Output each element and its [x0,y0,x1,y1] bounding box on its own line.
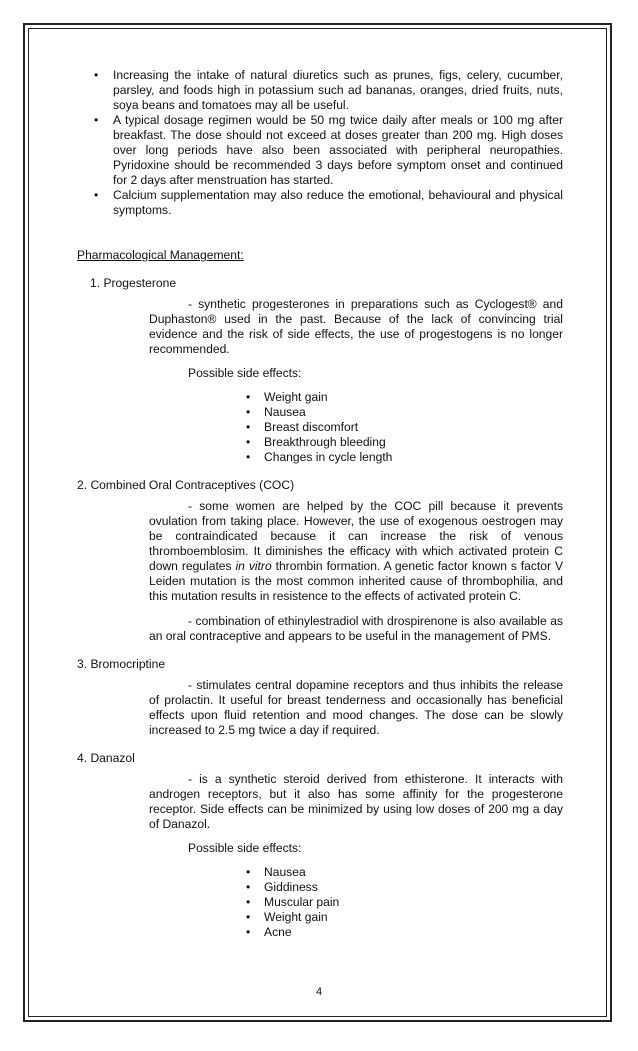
danazol-side-effects-list [77,865,563,940]
list-item: • Giddiness [77,880,563,895]
progesterone-block [77,297,563,357]
coc-description [149,499,563,604]
list-item: • Breast discomfort [77,420,563,435]
list-item: • Nausea [77,405,563,420]
coc-text-italic: in vitro [235,559,272,573]
side-effects-label: Possible side effects: [188,366,302,380]
progesterone-side-effects-list [77,390,563,465]
list-item: • Breakthrough bleeding [77,435,563,450]
section-heading: Pharmacological Management: [77,248,244,262]
subsection-title-danazol: 4. Danazol [77,751,135,765]
list-item: • Weight gain [77,910,563,925]
progesterone-description: - synthetic progesterones in preparations such as Cyclogest® and Duphaston® used in the past. Because of the lack of convincing trial evidence and the risk of side effects, the use of progestogens is no longer recommended. [149,297,563,356]
coc-text-b: thrombin formation. A genetic factor known s factor V Leiden mutation is the most common inherited cause of thrombophilia, and this mutation results in resistence to the effects of activated protein C. [149,559,564,603]
list-item: • Increasing the intake of natural diuretics such as prunes, figs, celery, cucumber, parsley, and foods high in potassium such ad bananas, oranges, dried fruits, nuts, soya beans and tomatoes may all be useful. [77,68,563,113]
danazol-description: - is a synthetic steroid derived from ethisterone. It interacts with androgen receptors, but it also has some affinity for the progesterone receptor. Side effects can be minimized by using low doses of 200 mg a day of Danazol. [149,772,563,831]
coc-text-a: - some women are helped by the COC pill because it prevents ovulation from taking place. However, the use of exogenous oestrogen may be contraindicated because it can increase the risk of venous thromboemblosim. It diminishes the efficacy with which activated protein C down regulates [149,499,563,573]
subsection-title-coc: 2. Combined Oral Contraceptives (COC) [77,478,295,492]
list-item: • Calcium supplementation may also reduce the emotional, behavioural and physical symptoms. [77,188,563,218]
coc-description-2: - combination of ethinylestradiol with drospirenone is also available as an oral contraceptive and appears to be useful in the management of PMS. [149,614,563,643]
intro-bullet-list [77,68,563,218]
list-item: • Changes in cycle length [77,450,563,465]
list-item: • A typical dosage regimen would be 50 mg twice daily after meals or 100 mg after breakfast. The dose should not exceed at doses greater than 200 mg. High doses over long periods have also been associated with peripheral neuropathies. Pyridoxine should be recommended 3 days before symptom onset and continued for 2 days after menstruation has started. [77,113,563,188]
document-body [77,68,563,940]
list-item: • Muscular pain [77,895,563,910]
subsection-title-bromocriptine: 3. Bromocriptine [77,657,166,671]
danazol-block [77,772,563,832]
bromocriptine-description: - stimulates central dopamine receptors and thus inhibits the release of prolactin. It useful for breast tenderness and occasionally has beneficial effects upon fluid retention and mood changes. The dose can be slowly increased to 2.5 mg twice a day if required. [149,678,563,737]
bromocriptine-block [77,678,563,738]
list-item: • Nausea [77,865,563,880]
subsection-title-progesterone: 1. Progesterone [90,276,177,290]
side-effects-label: Possible side effects: [188,841,302,855]
list-item: • Acne [77,925,563,940]
page-number: 4 [315,986,323,998]
coc-block [77,499,563,644]
list-item: • Weight gain [77,390,563,405]
